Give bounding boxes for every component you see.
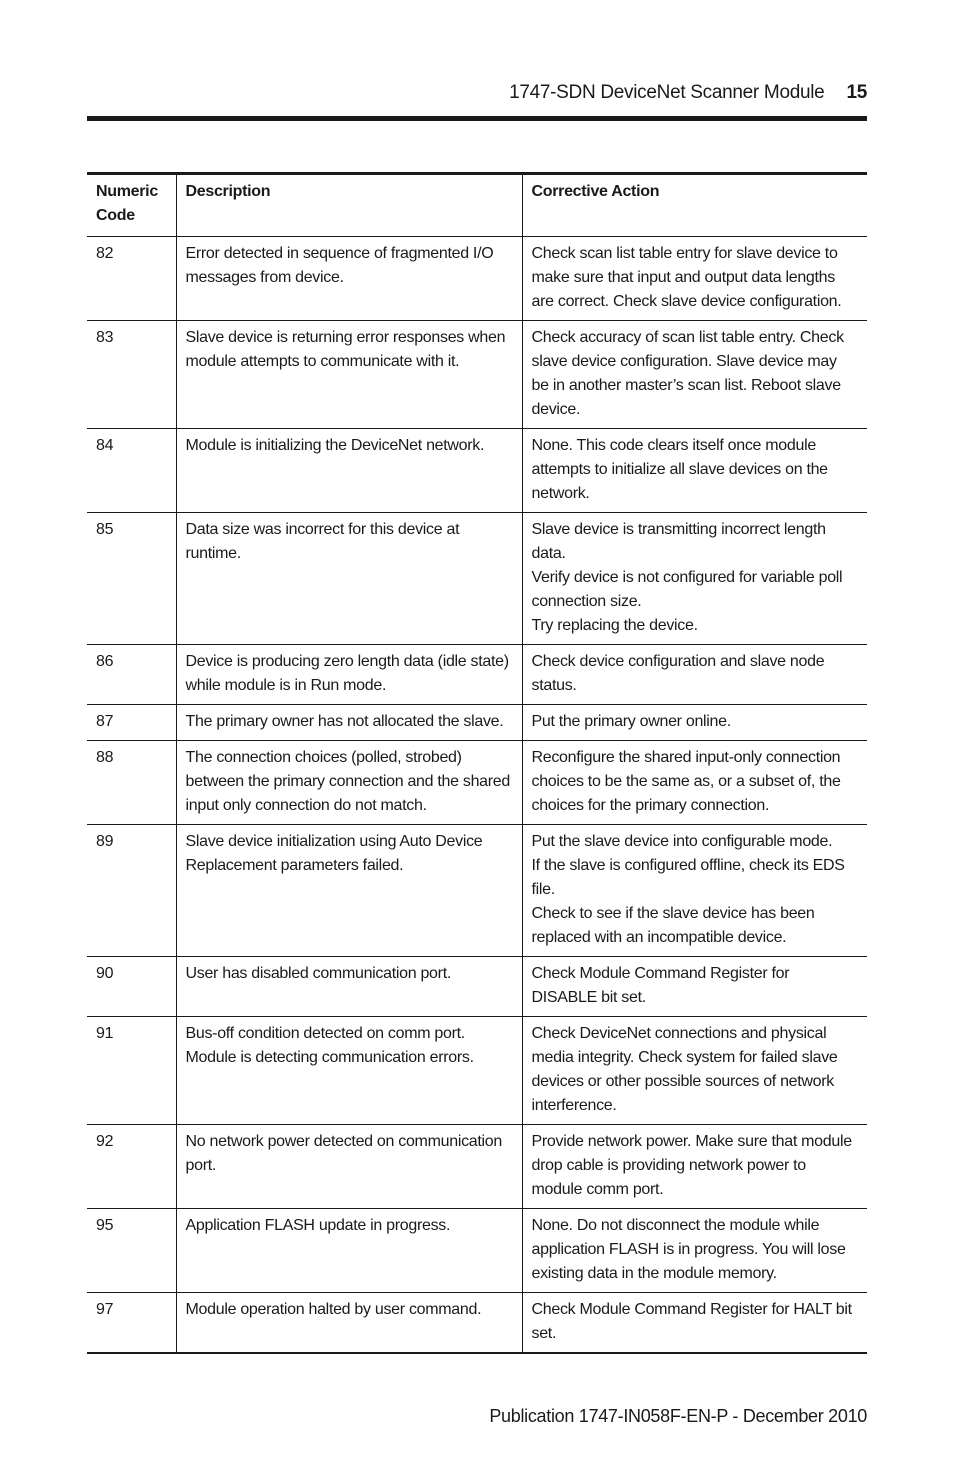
description-cell: [176, 741, 522, 825]
corrective-action-cell: [522, 957, 867, 1017]
corrective-action-text: Check accuracy of scan list table entry. Check slave device configuration. Slave device may be in another master’s scan list. Reboot slave device.: [531, 329, 844, 418]
numeric-code-cell: 91: [87, 1017, 176, 1125]
numeric-code-cell: 83: [87, 321, 176, 429]
numeric-code-cell: 88: [87, 741, 176, 825]
numeric-code-cell: 90: [87, 957, 176, 1017]
table-row: [87, 741, 867, 825]
corrective-action-text: Try replacing the device.: [531, 617, 698, 634]
corrective-action-text: Check DeviceNet connections and physical media integrity. Check system for failed slave devices or other possible sources of network interference.: [531, 1025, 838, 1114]
corrective-action-text: Check to see if the slave device has been replaced with an incompatible device.: [531, 905, 815, 946]
description-cell: [176, 957, 522, 1017]
column-header-numeric-code: Numeric Code: [87, 174, 176, 237]
corrective-action-text: Verify device is not configured for variable poll connection size.: [531, 569, 843, 610]
corrective-action-cell: [522, 705, 867, 741]
numeric-code-cell: 86: [87, 645, 176, 705]
table-row: [87, 1209, 867, 1293]
table-row: [87, 237, 867, 321]
numeric-code-cell: 84: [87, 429, 176, 513]
numeric-code-cell: 87: [87, 705, 176, 741]
table-row: [87, 1125, 867, 1209]
corrective-action-text: Check scan list table entry for slave device to make sure that input and output data lengths are correct. Check slave device configuration.: [531, 245, 842, 310]
publication-footer: Publication 1747-IN058F-EN-P - December 2010: [489, 1406, 867, 1426]
description-text: No network power detected on communication port.: [185, 1133, 502, 1174]
corrective-action-cell: [522, 1209, 867, 1293]
description-cell: [176, 1125, 522, 1209]
status-code-table: [87, 172, 867, 1354]
description-text: Slave device is returning error responses when module attempts to communicate with it.: [185, 329, 506, 370]
description-cell: [176, 237, 522, 321]
description-cell: [176, 1293, 522, 1354]
running-header: [87, 82, 867, 108]
description-cell: [176, 513, 522, 645]
column-header-corrective-action: Corrective Action: [522, 174, 867, 237]
column-header-description: Description: [176, 174, 522, 237]
description-text: Device is producing zero length data (idle state) while module is in Run mode.: [185, 653, 509, 694]
numeric-code-cell: 89: [87, 825, 176, 957]
corrective-action-cell: [522, 1125, 867, 1209]
description-text: Bus-off condition detected on comm port.: [185, 1025, 465, 1042]
table-row: [87, 645, 867, 705]
description-text: Module is detecting communication errors.: [185, 1049, 474, 1066]
description-text: The connection choices (polled, strobed) between the primary connection and the shared input only connection do not match.: [185, 749, 510, 814]
corrective-action-cell: [522, 321, 867, 429]
description-text: Module operation halted by user command.: [185, 1301, 482, 1318]
description-cell: [176, 1017, 522, 1125]
description-text: Data size was incorrect for this device at runtime.: [185, 521, 460, 562]
table-row: [87, 957, 867, 1017]
corrective-action-text: None. Do not disconnect the module while application FLASH is in progress. You will lose existing data in the module memory.: [531, 1217, 846, 1282]
corrective-action-cell: [522, 429, 867, 513]
table-row: [87, 1017, 867, 1125]
corrective-action-text: Slave device is transmitting incorrect length data.: [531, 521, 826, 562]
table-row: [87, 429, 867, 513]
numeric-code-cell: 95: [87, 1209, 176, 1293]
table-row: [87, 825, 867, 957]
numeric-code-cell: 85: [87, 513, 176, 645]
corrective-action-text: Reconfigure the shared input-only connection choices to be the same as, or a subset of, the choices for the primary connection.: [531, 749, 841, 814]
corrective-action-text: None. This code clears itself once module attempts to initialize all slave devices on the network.: [531, 437, 828, 502]
description-text: Error detected in sequence of fragmented I/O messages from device.: [185, 245, 494, 286]
description-cell: [176, 825, 522, 957]
table-row: [87, 705, 867, 741]
corrective-action-text: Check device configuration and slave node status.: [531, 653, 825, 694]
corrective-action-cell: [522, 513, 867, 645]
corrective-action-text: Check Module Command Register for HALT bit set.: [531, 1301, 852, 1342]
table-row: [87, 321, 867, 429]
numeric-code-cell: 82: [87, 237, 176, 321]
description-cell: [176, 705, 522, 741]
corrective-action-text: Provide network power. Make sure that module drop cable is providing network power to module comm port.: [531, 1133, 852, 1198]
corrective-action-cell: [522, 237, 867, 321]
description-cell: [176, 645, 522, 705]
numeric-code-cell: 97: [87, 1293, 176, 1354]
corrective-action-cell: [522, 645, 867, 705]
table-row: [87, 513, 867, 645]
table-header-row: [87, 174, 867, 237]
corrective-action-cell: [522, 1293, 867, 1354]
corrective-action-cell: [522, 1017, 867, 1125]
header-rule: [87, 116, 867, 121]
corrective-action-cell: [522, 741, 867, 825]
description-text: Slave device initialization using Auto Device Replacement parameters failed.: [185, 833, 483, 874]
corrective-action-text: If the slave is configured offline, check its EDS file.: [531, 857, 845, 898]
numeric-code-cell: 92: [87, 1125, 176, 1209]
corrective-action-text: Check Module Command Register for DISABLE bit set.: [531, 965, 790, 1006]
description-text: User has disabled communication port.: [185, 965, 451, 982]
corrective-action-cell: [522, 825, 867, 957]
description-cell: [176, 1209, 522, 1293]
description-cell: [176, 429, 522, 513]
table-row: [87, 1293, 867, 1354]
description-text: Module is initializing the DeviceNet network.: [185, 437, 485, 454]
description-text: Application FLASH update in progress.: [185, 1217, 451, 1234]
description-text: The primary owner has not allocated the slave.: [185, 713, 504, 730]
document-title: 1747-SDN DeviceNet Scanner Module: [509, 82, 825, 103]
page-number: 15: [846, 82, 867, 103]
corrective-action-text: Put the primary owner online.: [531, 713, 731, 730]
description-cell: [176, 321, 522, 429]
corrective-action-text: Put the slave device into configurable mode.: [531, 833, 833, 850]
